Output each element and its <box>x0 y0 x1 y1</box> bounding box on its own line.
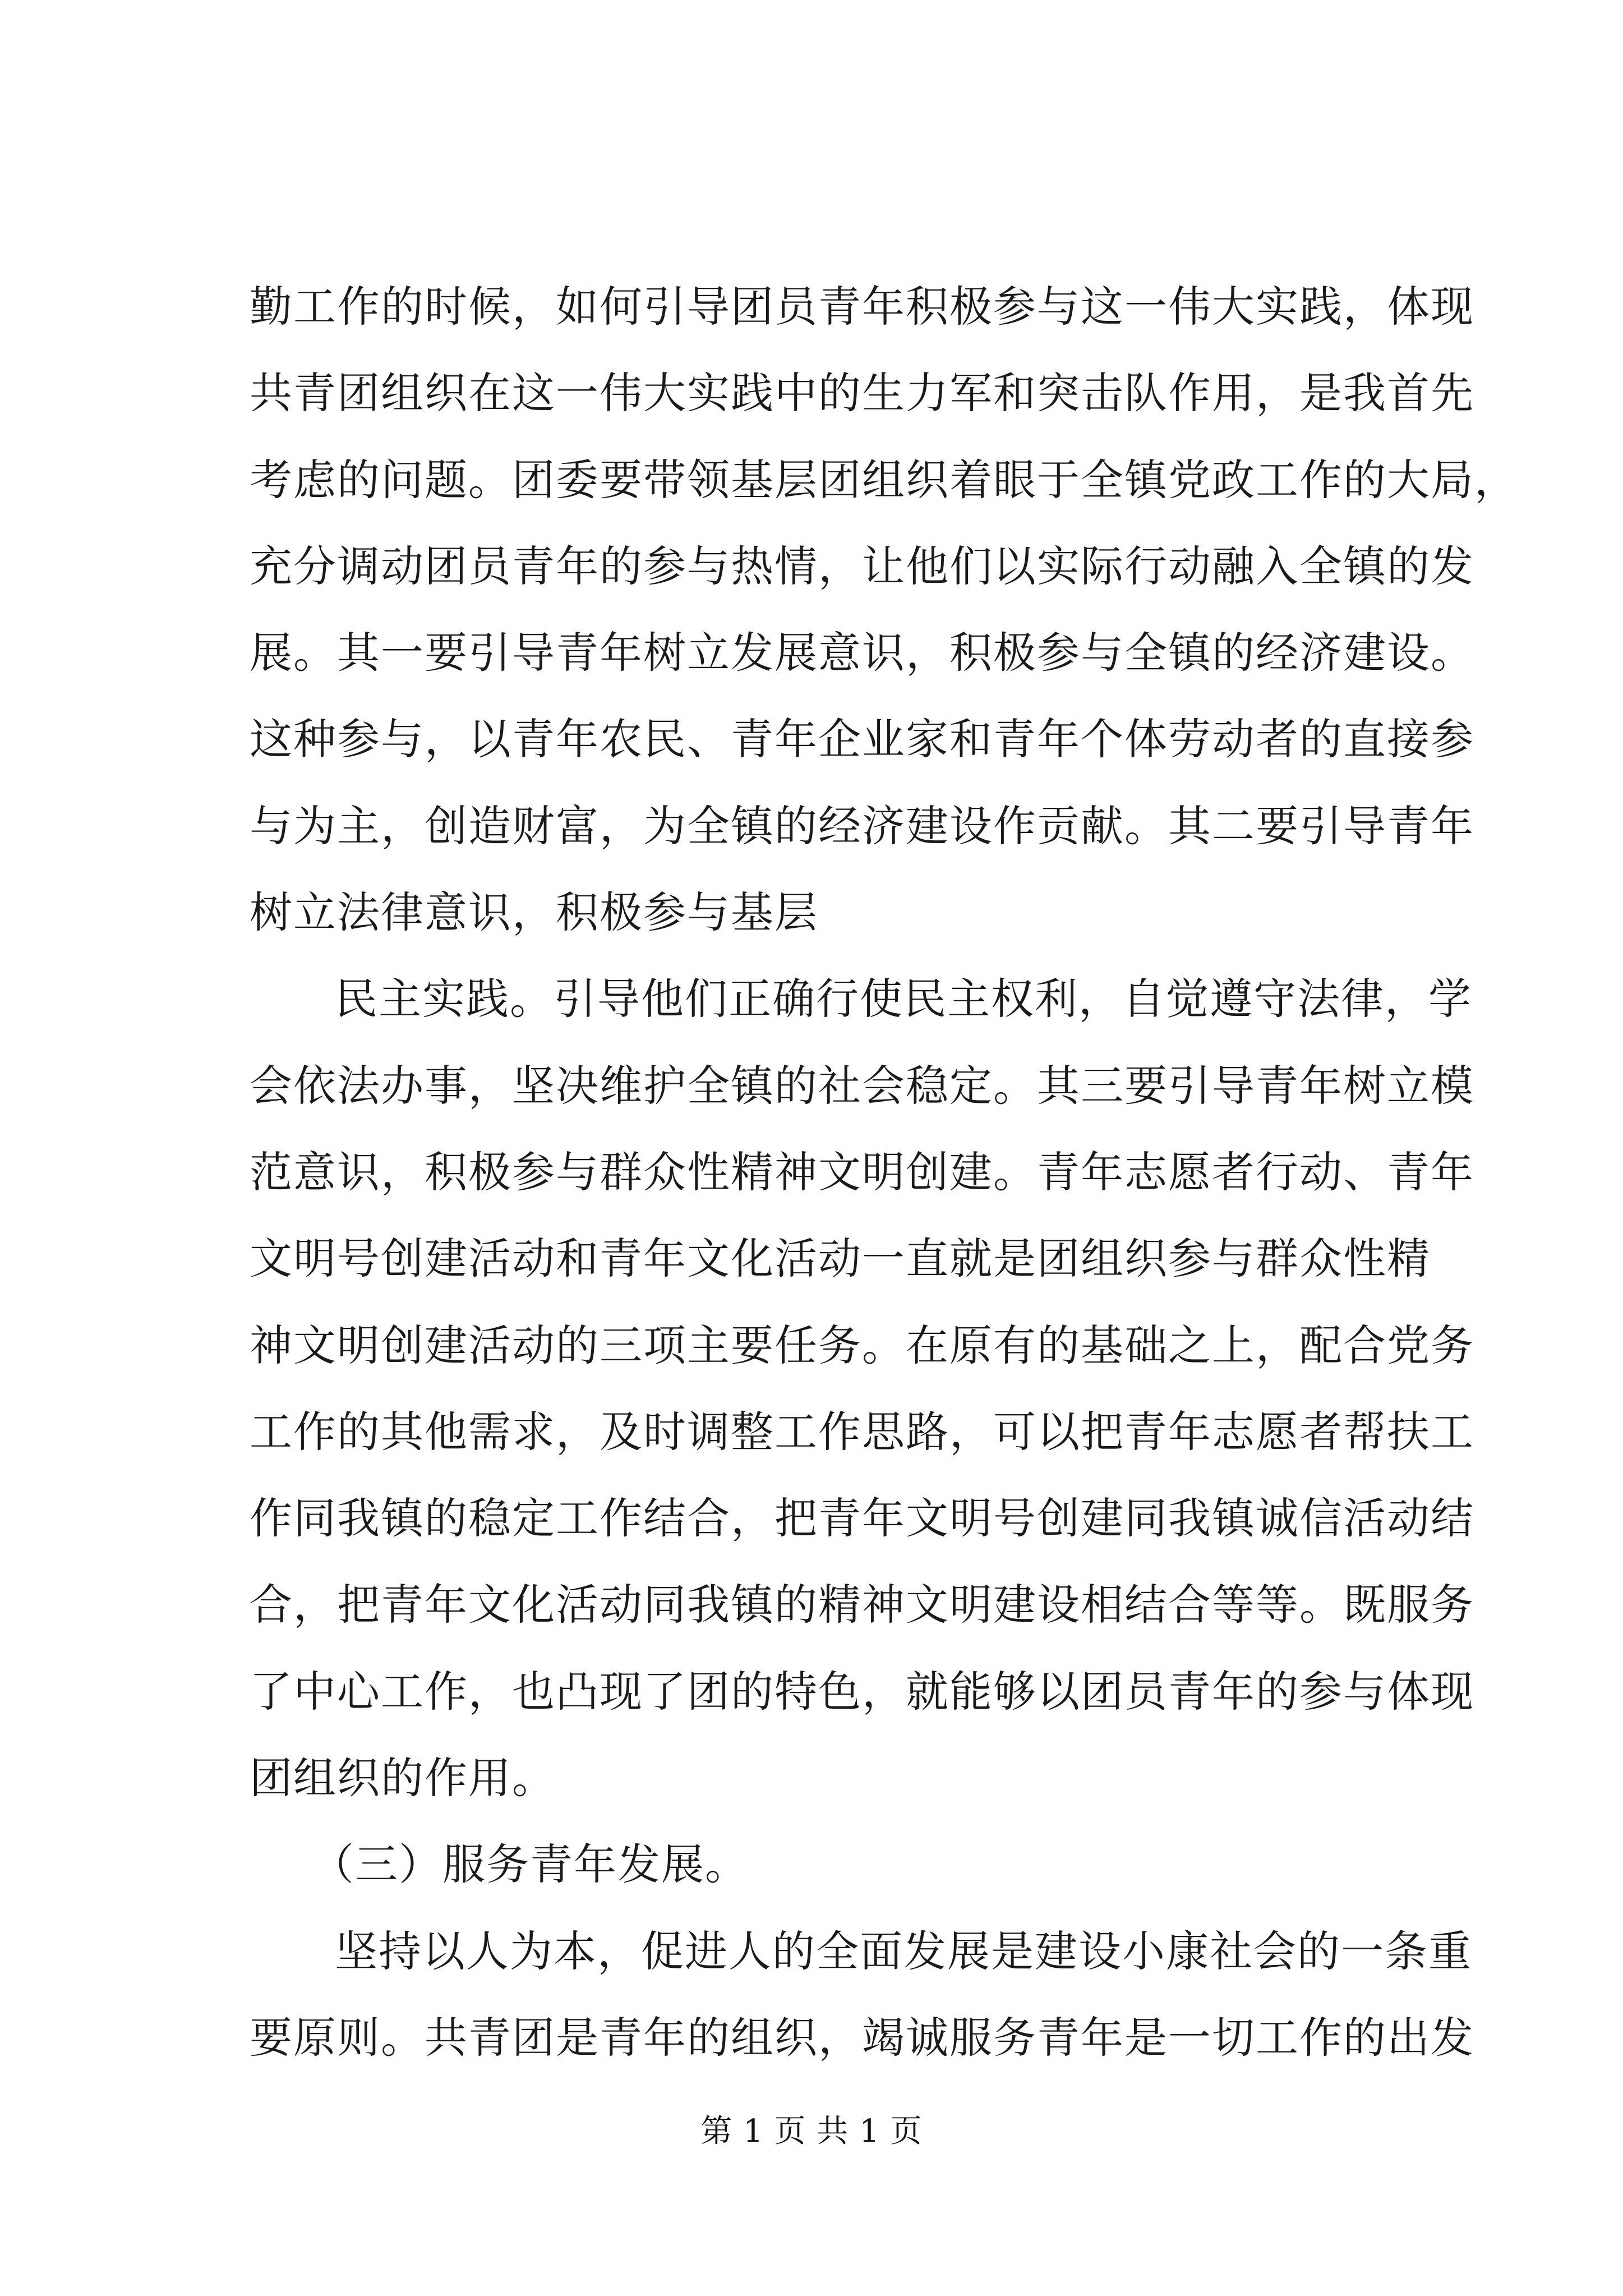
page-footer: 第 1 页 共 1 页 <box>700 2113 923 2150</box>
document-body <box>250 264 1518 2081</box>
text-line: 展。其一要引导青年树立发展意识，积极参与全镇的经济建设。 <box>250 628 1474 678</box>
text-line: 坚持以人为本，促进人的全面发展是建设小康社会的一条重 <box>335 1926 1472 1976</box>
text-line: 团组织的作用。 <box>250 1753 556 1803</box>
text-line: 共青团组织在这一伟大实践中的生力军和突击队作用，是我首先 <box>250 368 1474 418</box>
text-line: 文明号创建活动和青年文化活动一直就是团组织参与群众性精 <box>250 1234 1431 1284</box>
text-line: 树立法律意识，积极参与基层 <box>250 887 818 938</box>
text-line: 要原则。共青团是青年的组织，竭诚服务青年是一切工作的出发 <box>250 2012 1474 2063</box>
text-line: 勤工作的时候，如何引导团员青年积极参与这一伟大实践，体现 <box>250 282 1474 332</box>
text-line: 范意识，积极参与群众性精神文明创建。青年志愿者行动、青年 <box>250 1147 1474 1197</box>
text-line: 作同我镇的稳定工作结合，把青年文明号创建同我镇诚信活动结 <box>250 1493 1474 1544</box>
text-line: 神文明创建活动的三项主要任务。在原有的基础之上，配合党务 <box>250 1320 1474 1370</box>
text-line: 工作的其他需求，及时调整工作思路，可以把青年志愿者帮扶工 <box>250 1406 1474 1457</box>
text-line: 了中心工作，也凸现了团的特色，就能够以团员青年的参与体现 <box>250 1666 1474 1717</box>
text-line: 考虑的问题。团委要带领基层团组织着眼于全镇党政工作的大局， <box>250 454 1518 505</box>
section-heading: （三）服务青年发展。 <box>311 1839 749 1890</box>
text-line: 民主实践。引导他们正确行使民主权利，自觉遵守法律，学 <box>335 974 1472 1024</box>
text-line: 会依法办事，坚决维护全镇的社会稳定。其三要引导青年树立模 <box>250 1060 1474 1111</box>
text-line: 与为主，创造财富，为全镇的经济建设作贡献。其二要引导青年 <box>250 800 1474 851</box>
text-line: 充分调动团员青年的参与热情，让他们以实际行动融入全镇的发 <box>250 541 1474 591</box>
text-line: 合，把青年文化活动同我镇的精神文明建设相结合等等。既服务 <box>250 1580 1474 1630</box>
text-line: 这种参与，以青年农民、青年企业家和青年个体劳动者的直接参 <box>250 714 1474 765</box>
